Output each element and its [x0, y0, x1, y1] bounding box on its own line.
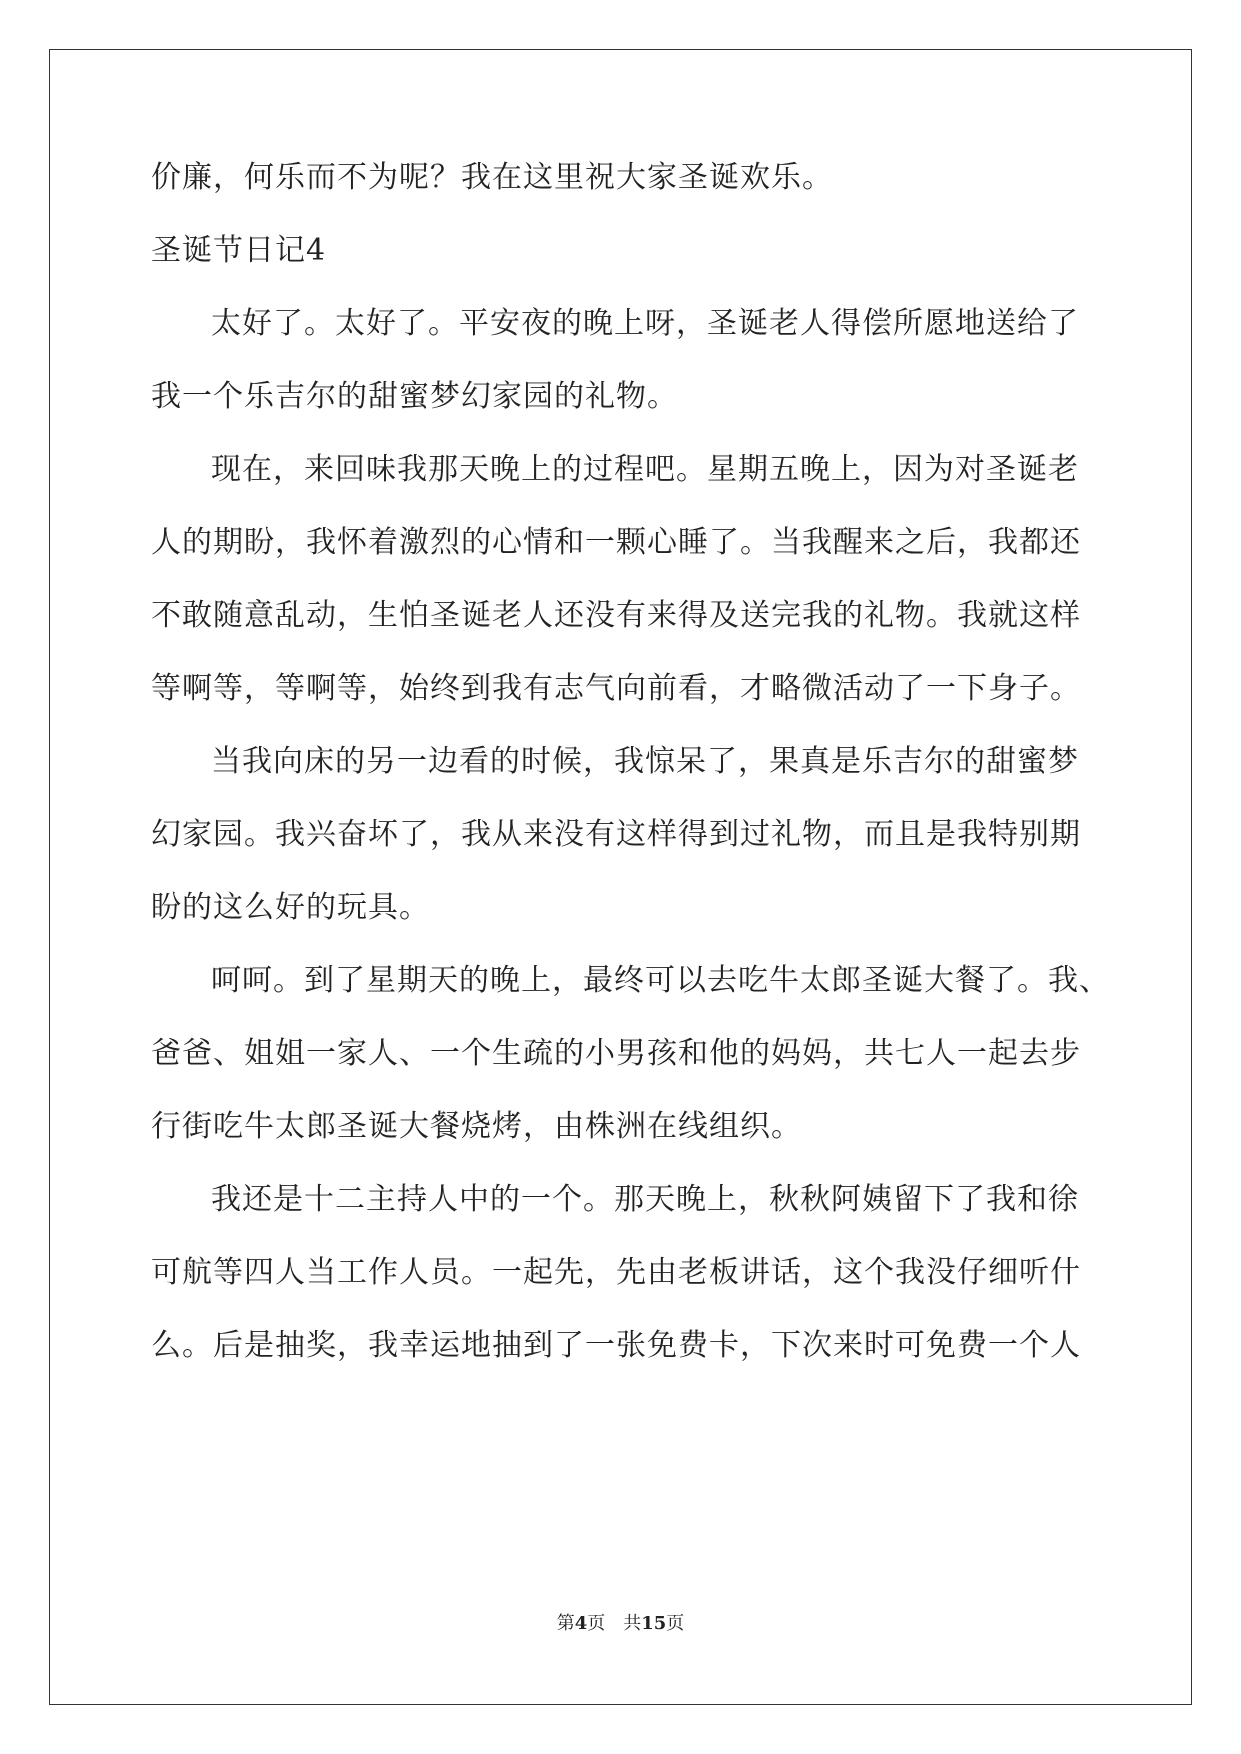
paragraph-line: 爸爸、姐姐一家人、一个生疏的小男孩和他的妈妈，共七人一起去步: [151, 1036, 1081, 1071]
paragraph-line: 当我向床的另一边看的时候，我惊呆了，果真是乐吉尔的甜蜜梦: [211, 744, 1079, 779]
total-page-number: 15: [641, 1613, 667, 1634]
paragraph-line: 我还是十二主持人中的一个。那天晚上，秋秋阿姨留下了我和徐: [211, 1182, 1079, 1217]
paragraph-line: 可航等四人当工作人员。一起先，先由老板讲话，这个我没仔细听什: [151, 1255, 1081, 1290]
paragraph-line: 太好了。太好了。平安夜的晚上呀，圣诞老人得偿所愿地送给了: [211, 306, 1079, 341]
paragraph-line: 等啊等，等啊等，始终到我有志气向前看，才略微活动了一下身子。: [151, 671, 1081, 706]
page-footer: [0, 1612, 1241, 1636]
current-page-number: 4: [574, 1613, 588, 1634]
paragraph-line: 呵呵。到了星期天的晚上，最终可以去吃牛太郎圣诞大餐了。我、: [211, 963, 1110, 998]
section-heading: 圣诞节日记4: [151, 233, 327, 268]
paragraph-line: 不敢随意乱动，生怕圣诞老人还没有来得及送完我的礼物。我就这样: [151, 598, 1081, 633]
paragraph-line: 盼的这么好的玩具。: [151, 890, 430, 925]
paragraph-line: 我一个乐吉尔的甜蜜梦幻家园的礼物。: [151, 379, 678, 414]
page-border: [49, 49, 1192, 1705]
paragraph-line: 么。后是抽奖，我幸运地抽到了一张免费卡，下次来时可免费一个人: [151, 1328, 1081, 1363]
paragraph-line: 幻家园。我兴奋坏了，我从来没有这样得到过礼物，而且是我特别期: [151, 817, 1081, 852]
footer-prefix: 第: [556, 1613, 575, 1634]
paragraph-line: 现在，来回味我那天晚上的过程吧。星期五晚上，因为对圣诞老: [211, 452, 1079, 487]
footer-suffix: 页: [666, 1613, 685, 1634]
paragraph-line: 人的期盼，我怀着激烈的心情和一颗心睡了。当我醒来之后，我都还: [151, 525, 1081, 560]
paragraph-line: 行街吃牛太郎圣诞大餐烧烤，由株洲在线组织。: [151, 1109, 802, 1144]
footer-middle: 页 共: [587, 1613, 642, 1634]
text-line: 价廉，何乐而不为呢？我在这里祝大家圣诞欢乐。: [151, 160, 833, 195]
